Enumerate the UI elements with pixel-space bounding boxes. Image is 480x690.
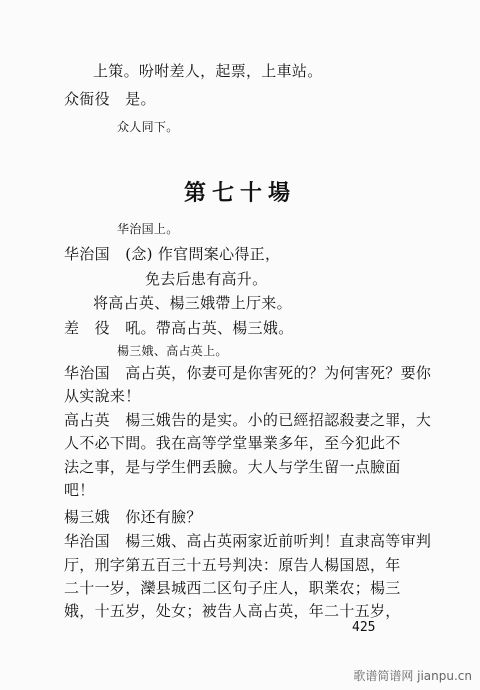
page-number: 425 — [352, 620, 376, 635]
text-line: 高占英 楊三娥告的是实。小的已經招認殺妻之罪，大 — [64, 411, 432, 429]
text-line: 将高占英、楊三娥帶上厅来。 — [93, 294, 292, 312]
text-line: 差 役 吼。帶高占英、楊三娥。 — [64, 319, 294, 337]
text-line: 华治国 (念) 作官問案心得正， — [64, 245, 281, 263]
text-line: 吧！ — [64, 481, 95, 499]
stage-direction: 华治国上。 — [117, 222, 179, 236]
text-line: 从实說来！ — [64, 387, 141, 405]
stage-direction: 楊三娥、高占英上。 — [117, 344, 228, 358]
text-line: 二十一岁，灤县城西二区句子庄人，职業农；楊三 — [64, 579, 401, 597]
text-line: 娥，十五岁，处女；被告人高占英，年二十五岁， — [64, 602, 401, 620]
watermark: 歌谱简谱网 jianpu.cn — [353, 669, 472, 683]
stage-direction: 众人同下。 — [117, 120, 179, 134]
text-line: 法之事，是与学生們丢臉。大人与学生留一点臉面 — [64, 458, 401, 476]
text-line: 华治国 高占英，你妻可是你害死的？为何害死？要你 — [64, 364, 432, 382]
text-line: 人不必下問。我在高等学堂畢業多年，至今犯此不 — [64, 434, 401, 452]
scene-title: 第七十場 — [183, 180, 296, 206]
text-line: 华治国 楊三娥、高占英兩家近前听判！直隶高等审判 — [64, 532, 432, 550]
text-line: 众衙役 是。 — [64, 90, 156, 108]
text-line: 厅，刑字第五百三十五号判决：原告人楊国恩，年 — [64, 556, 401, 574]
text-line: 免去后患有高升。 — [145, 270, 268, 288]
text-line: 楊三娥 你还有臉？ — [64, 508, 202, 526]
text-line: 上策。吩咐差人，起票，上車站。 — [93, 62, 323, 80]
